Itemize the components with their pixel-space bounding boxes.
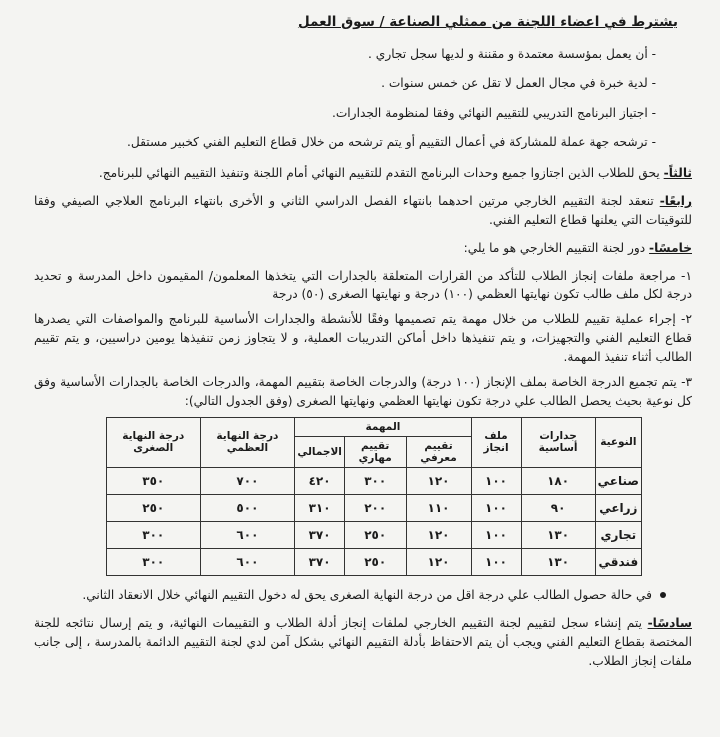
- cell-portfolio: ١٠٠: [471, 494, 521, 521]
- grades-table: [106, 417, 642, 576]
- cell-cognitive: ١٢٠: [406, 521, 471, 548]
- cell-max: ٦٠٠: [200, 521, 295, 548]
- requirements-list: [34, 46, 692, 151]
- cell-type: فندقي: [595, 548, 641, 575]
- header-max: درجة النهاية العظمي: [200, 417, 295, 467]
- cell-total: ٣٧٠: [295, 548, 345, 575]
- cell-min: ٣٥٠: [107, 467, 201, 494]
- cell-total: ٤٢٠: [295, 467, 345, 494]
- cell-max: ٧٠٠: [200, 467, 295, 494]
- requirement-item: - أن يعمل بمؤسسة معتمدة و مقننة و لديها سجل تجاري .: [34, 46, 656, 62]
- paragraph-text: يحق للطلاب الذين اجتازوا جميع وحدات البرنامج التقدم للتقييم النهائي أمام اللجنة وتنفيذ التقييم النهائي للبرنامج.: [98, 165, 664, 180]
- paragraph-sixth: [34, 614, 692, 671]
- header-task: المهمة: [295, 417, 471, 436]
- cell-competencies: ١٨٠: [521, 467, 595, 494]
- cell-skill: ٢٠٠: [344, 494, 406, 521]
- cell-cognitive: ١٢٠: [406, 548, 471, 575]
- cell-total: ٣٧٠: [295, 521, 345, 548]
- requirement-item: - ترشحه جهة عملة للمشاركة في أعمال التقييم أو يتم ترشحه من خلال قطاع التعليم الفني كخبير مستقل.: [34, 134, 656, 150]
- header-competencies: جدارات أساسية: [521, 417, 595, 467]
- header-skill: تقييم مهاري: [344, 436, 406, 467]
- requirement-item: - اجتياز البرنامج التدريبي للتقييم النهائي وفقا لمنظومة الجدارات.: [34, 105, 656, 121]
- paragraph-label: سادسًا-: [647, 615, 692, 630]
- numbered-item: ٣- يتم تجميع الدرجة الخاصة بملف الإنجاز (١٠٠ درجة) والدرجات الخاصة بتقييم المهمة، والدرجات الخاصة بالجدارات الأساسية وفق كل نوعية بحيث يحصل الطالب علي درجة تكون نهايتها العظمي ونهايتها الصغرى (وفق الجدول التالي):: [34, 375, 693, 408]
- paragraph-text: دور لجنة التقييم الخارجي هو ما يلي:: [463, 240, 650, 255]
- table-row: [107, 494, 642, 521]
- cell-min: ٢٥٠: [107, 494, 201, 521]
- cell-portfolio: ١٠٠: [471, 467, 521, 494]
- header-min: درجة النهاية الصغرى: [107, 417, 201, 467]
- cell-skill: ٢٥٠: [344, 548, 406, 575]
- paragraph-fifth: [34, 239, 692, 258]
- cell-max: ٥٠٠: [200, 494, 295, 521]
- cell-min: ٣٠٠: [107, 548, 201, 575]
- paragraph-text: يتم إنشاء سجل لتقييم لجنة التقييم الخارجي لملفات إنجاز أدلة الطلاب و التقييمات النهائية، و يتم إرسال نتائجه للجنة المختصة بقطاع التعليم الفني ويجب أن يتم الاحتفاظ بأدلة التقييم النهائي بشكل آمن لدي لجنة التقييم الدائمة بالمدرسة ، إلى جانب ملفات إنجاز الطلاب.: [34, 615, 692, 668]
- note-bullet: في حالة حصول الطالب علي درجة اقل من درجة النهاية الصغرى يحق له دخول التقييم النهائي خلال الانعقاد الثاني.: [34, 586, 692, 605]
- cell-type: صناعي: [595, 467, 641, 494]
- table-row: [107, 521, 642, 548]
- paragraph-label: رابعًا-: [659, 193, 692, 208]
- cell-min: ٣٠٠: [107, 521, 201, 548]
- paragraph-text: تنعقد لجنة التقييم الخارجي مرتين احدهما بانتهاء الفصل الدراسي الثاني و الأخرى بانتهاء البرنامج العلاجي الصيفي وفقا للتوقيتات التي يعلنها قطاع التعليم الفني.: [34, 193, 692, 227]
- table-row: [107, 548, 642, 575]
- paragraph-label: خامسًا-: [649, 240, 692, 255]
- cell-cognitive: ١١٠: [406, 494, 471, 521]
- section-heading: يشترط في اعضاء اللجنة من ممثلي الصناعة / سوق العمل: [297, 14, 678, 30]
- requirement-item: - لدية خبرة في مجال العمل لا تقل عن خمس سنوات .: [34, 75, 656, 91]
- cell-cognitive: ١٢٠: [406, 467, 471, 494]
- paragraph-third: [34, 164, 692, 183]
- cell-max: ٦٠٠: [200, 548, 295, 575]
- cell-type: تجاري: [595, 521, 641, 548]
- numbered-item: ١- مراجعة ملفات إنجاز الطلاب للتأكد من القرارات المتعلقة بالجدارات التي يتخذها المعلمون/ المقيمون داخل المدرسة و تحديد درجة لكل ملف طالب تكون نهايتها العظمي (١٠٠) درجة و نهايتها الصغرى (٥٠) درجة: [34, 268, 692, 302]
- table-row: [107, 467, 642, 494]
- numbered-item: ٢- إجراء عملية تقييم للطلاب من خلال مهمة يتم تصميمها وفقًا للأنشطة والجدارات الأساسية للبرنامج والمواصفات التي يصدرها قطاع التعليم الفني والتجهيزات، و يتم تنفيذها داخل أماكن التدريبات العملية، و لا يتجاوز زمن تنفيذها يومين دراسيين، و يتم تقييم الطالب أثناء تنفيذ المهمة.: [34, 312, 692, 365]
- cell-competencies: ١٣٠: [521, 548, 595, 575]
- cell-competencies: ١٣٠: [521, 521, 595, 548]
- cell-competencies: ٩٠: [521, 494, 595, 521]
- header-type: النوعية: [595, 417, 641, 467]
- cell-skill: ٢٥٠: [344, 521, 406, 548]
- paragraph-fourth: [34, 192, 692, 230]
- paragraph-label: ثالثاً-: [663, 165, 692, 180]
- header-total: الاجمالي: [295, 436, 345, 467]
- header-cognitive: تقييم معرفي: [406, 436, 471, 467]
- cell-portfolio: ١٠٠: [471, 521, 521, 548]
- cell-total: ٣١٠: [295, 494, 345, 521]
- header-portfolio: ملف انجاز: [471, 417, 521, 467]
- cell-portfolio: ١٠٠: [471, 548, 521, 575]
- cell-skill: ٣٠٠: [344, 467, 406, 494]
- cell-type: زراعي: [595, 494, 641, 521]
